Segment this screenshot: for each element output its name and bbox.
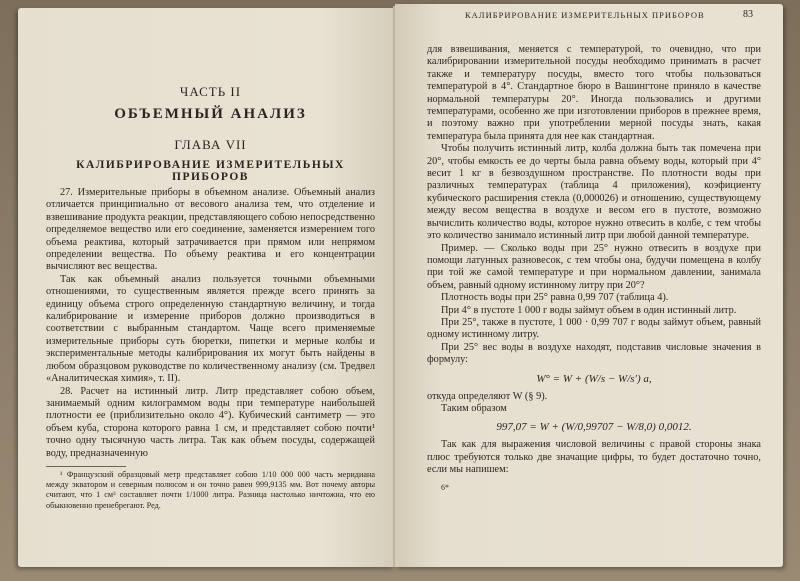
paragraph: для взвешивания, меняется с температурой, то очевидно, что при калибрировании измерительной посуды необходимо принимать в расчет также и температуру посуды, вместо того чтобы пользоваться температурой в 4°. Стандартное бюро в Вашингтоне приняло в качестве нормальной температуры 20°. Иногда пользовались и другими температурами, особенно же при изготовлении приборов в прежнее время, и поэтому важно при употреблении мерной посуды знать, какая температура была принята для нее как стандартная.: [427, 44, 761, 142]
paragraph: При 4° в пустоте 1 000 г воды займут объем в один истинный литр.: [441, 304, 737, 316]
paragraph: Плотность воды при 25° равна 0,99 707 (таблица 4).: [441, 292, 669, 304]
signature-mark: 6*: [441, 482, 449, 492]
section-title: ОБЪЕМНЫЙ АНАЛИЗ: [114, 106, 307, 122]
part-title: ЧАСТЬ II: [179, 84, 242, 99]
footnote: ¹ Французский образцовый метр представляет собою 1/10 000 000 часть меридиана между экватором и северным полюсом и он точно равен 999,9135 мм. Вот почему авторы считают, что 1 см³ составляет почти 1/1000 литра. Разница настолько ничтожна, что ею обыкновенно пренебрегают. Ред.: [46, 469, 375, 510]
paragraph: откуда определяют W (§ 9).: [427, 390, 548, 402]
running-head: КАЛИБРИРОВАНИЕ ИЗМЕРИТЕЛЬНЫХ ПРИБОРОВ: [465, 10, 705, 20]
right-page: [395, 4, 783, 567]
left-page-content: [46, 8, 375, 511]
paragraph: Таким образом: [441, 402, 507, 414]
paragraph: Пример. — Сколько воды при 25° нужно отвесить в воздухе при помощи латунных разновесок, с тем чтобы она, будучи помещена в колбу при той же самой температуре и при нормальном давлении, занимала объем, равный одному истинному литру при 20°?: [427, 242, 761, 291]
chapter-title: ГЛАВА VII: [174, 137, 247, 152]
paragraph: 28. Расчет на истинный литр. Литр представляет собою объем, занимаемый одним килограммом воды при температуре наибольшей плотности ее (приблизительно около 4°). Кубический сантиметр — это объем куба, сторона которого равна 1 см, и представляет собою почти¹ точно одну тысячную часть литра. Так как объем посуды, содержащей воду, предназначенную: [46, 385, 375, 459]
right-page-content: [427, 44, 761, 492]
left-page: [18, 8, 395, 567]
paragraph: При 25°, также в пустоте, 1 000 · 0,99 707 г воды займут объем, равный одному истинному литру.: [427, 316, 761, 341]
formula: 997,07 = W + (W/0,99707 − W/8,0) 0,0012.: [496, 421, 692, 434]
formula: W° = W + (W/s − W/s′) a,: [536, 372, 652, 385]
paragraph: При 25° вес воды в воздухе находят, подставив числовые значения в формулу:: [427, 341, 761, 366]
footnote-divider: [46, 466, 126, 467]
paragraph: Так как для выражения числовой величины с правой стороны знака плюс требуются только две значащие цифры, то будет достаточно точно, если мы напишем:: [427, 439, 761, 476]
chapter-heading: КАЛИБРИРОВАНИЕ ИЗМЕРИТЕЛЬНЫХ ПРИБОРОВ: [76, 159, 345, 183]
paragraph: Так как объемный анализ пользуется точными объемными отношениями, то существенным является прежде всего принять за единицу объема строго определенную стандартную величину, и тогда калибрирование и измерение приборов должно производиться в соответствии с выбранным стандартом. Чаще всего применяемые измерительные приборы суть бюретки, пипетки и мерные колбы и экспериментальные методы калибрирования их могут быть найдены в любом образцовом руководстве по количественному анализу (см. Тредвел «Аналитическая химия», т. II).: [46, 273, 375, 385]
page-number: 83: [743, 9, 753, 20]
paragraph: 27. Измерительные приборы в объемном анализе. Объемный анализ отличается принципиально от весового анализа тем, что отделение и взвешивание продукта реакции, представляющего собою непосредственно определяемое вещество или его соединение, заменяется измерением того объема реактива, который затрачивается при прямом или непрямом определении вещества. По объему реактива и его концентрации вычисляют вес вещества.: [46, 187, 375, 273]
paragraph: Чтобы получить истинный литр, колба должна быть так помечена при 20°, чтобы емкость ее до черты была равна объему воды, который при 4° весит 1 кг в безвоздушном пространстве. По плотности воды при различных температурах (таблица 4 приложения), коэфициенту кубического расширения стекла (0,000026) и отношению, существующему между весом вещества в воздухе и весом его в пустоте, возможно вычислить количество воды, которое нужно отвесить в колбе, с тем чтобы это количество занимало истинный литр при любой данной температуре.: [427, 143, 761, 242]
